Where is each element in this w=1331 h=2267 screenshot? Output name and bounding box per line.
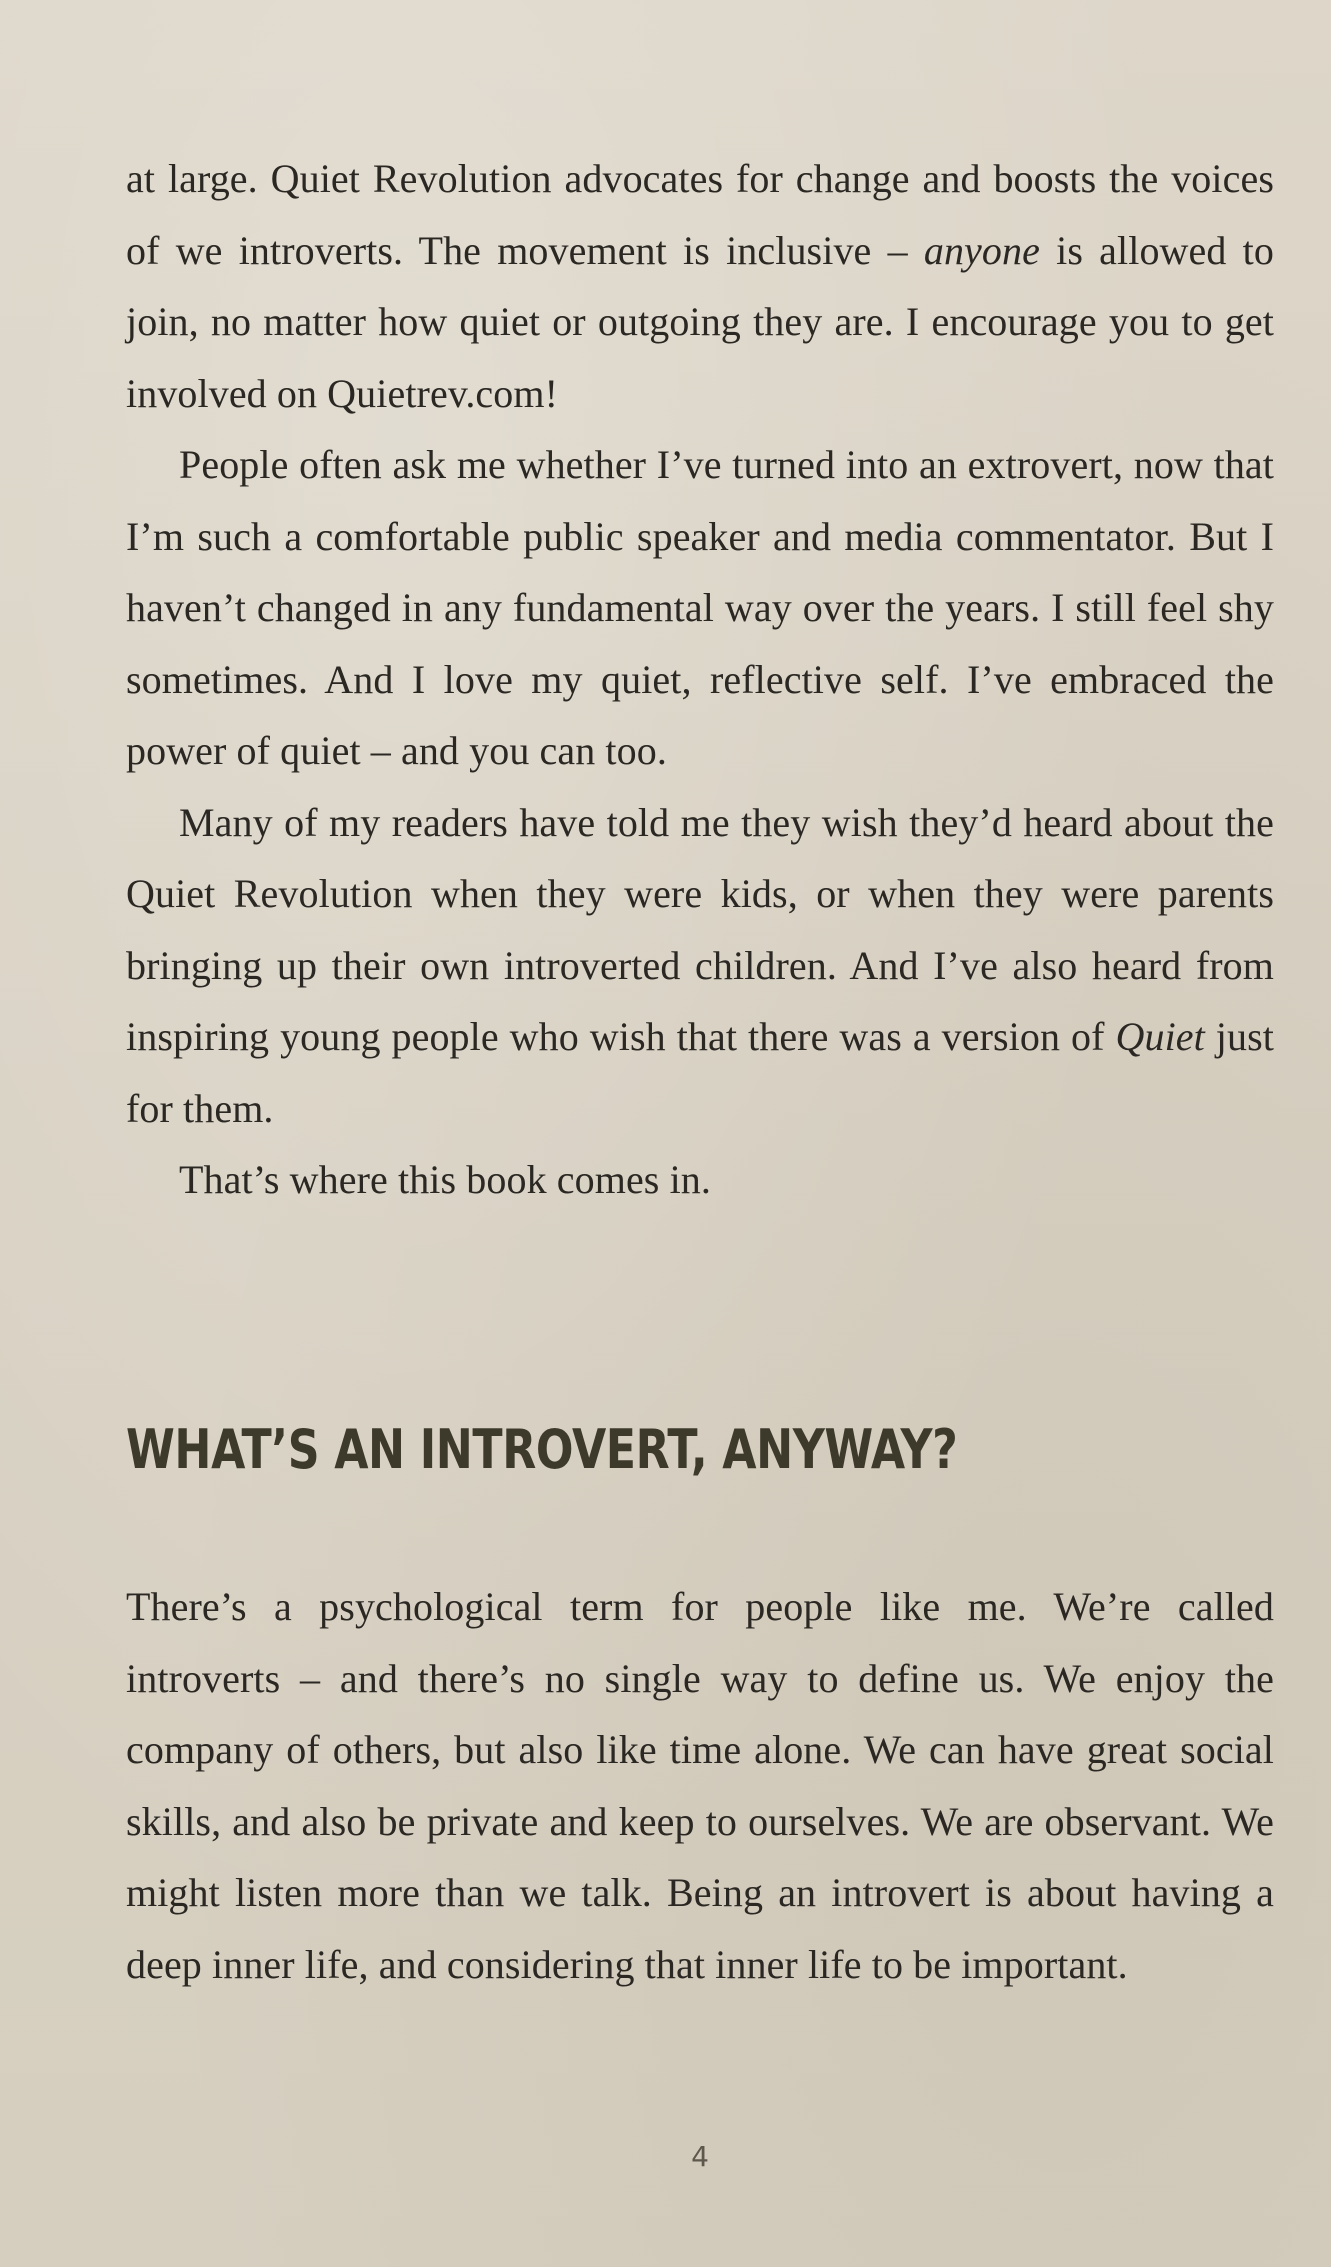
emphasis-quiet-title: Quiet [1115, 1014, 1205, 1059]
body-text-bottom [126, 1571, 1274, 2000]
paragraph-extrovert [126, 429, 1274, 787]
emphasis-anyone: anyone [923, 227, 1040, 273]
paragraph-text: That’s where this book comes in. [179, 1157, 711, 1202]
paragraph-book-comes-in [126, 1144, 1274, 1216]
paragraph-text: just for them. [126, 1014, 1274, 1131]
paragraph-quiet-revolution [126, 143, 1274, 429]
section-heading: WHAT’S AN INTROVERT, ANYWAY? [126, 1418, 958, 1481]
paragraph-readers [126, 787, 1274, 1145]
paragraph-text: People often ask me whether I’ve turned into an extrovert, now that I’m such a comfortable public speaker and media commentator. But I haven’t changed in any fundamental way over the years. I still feel shy sometimes. And I love my quiet, reflective self. I’ve embraced the power of quiet – and you can too. [126, 442, 1274, 773]
page-number: 4 [691, 2140, 709, 2173]
paragraph-text: Many of my readers have told me they wish they’d heard about the Quiet Revolution when they were kids, or when they were parents bringing up their own introverted children. And I’ve also heard from inspiring young people who wish that there was a version of [126, 799, 1274, 1059]
paragraph-text: is allowed to join, no matter how quiet or outgoing they are. I encourage you to get involved on Quietrev.com! [126, 227, 1274, 416]
body-text-top [126, 143, 1274, 1216]
paragraph-text: at large. Quiet Revolution advocates for change and boosts the voices of we introverts. The movement is inclusive – [126, 156, 1274, 273]
paragraph-introvert-definition: There’s a psychological term for people like me. We’re called introverts – and there’s no single way to define us. We enjoy the company of others, but also like time alone. We can have great social skills, and also be private and keep to ourselves. We are observant. We might listen more than we talk. Being an introvert is about having a deep inner life, and considering that inner life to be important. [126, 1584, 1274, 1987]
